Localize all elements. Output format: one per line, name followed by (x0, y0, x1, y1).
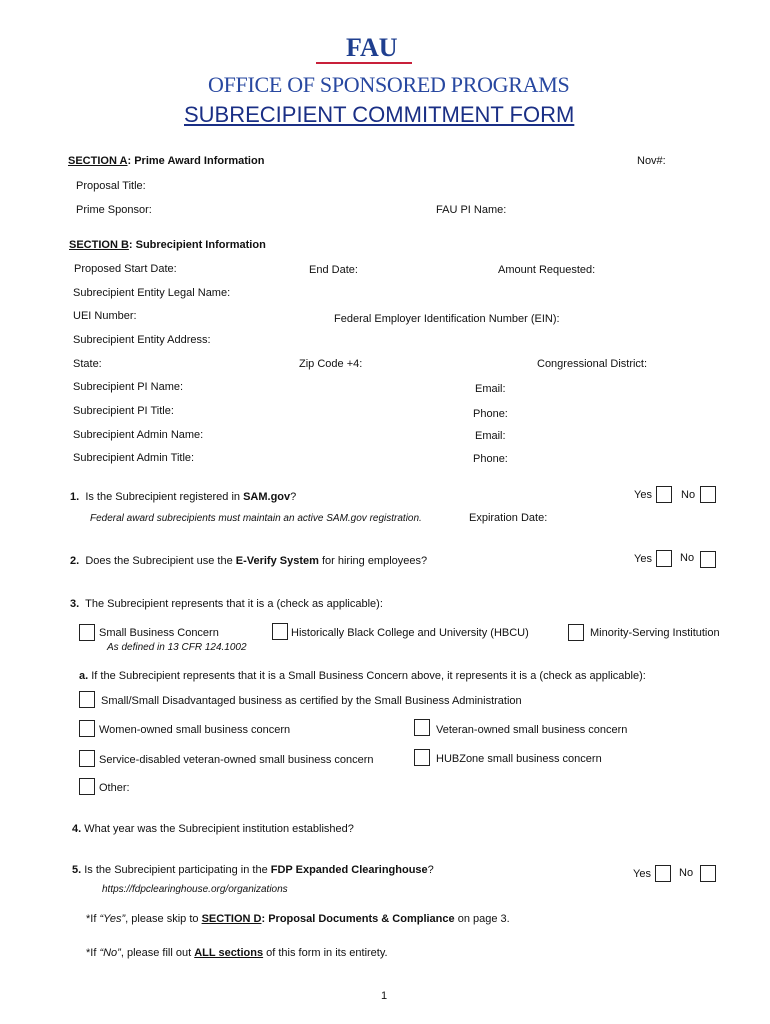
prime-sponsor-label: Prime Sponsor: (76, 204, 152, 216)
msi-checkbox[interactable] (568, 624, 584, 641)
q3-text: The Subrecipient represents that it is a (check as applicable): (85, 598, 383, 610)
q5-fdp-clearinghouse: FDP Expanded Clearinghouse (270, 864, 428, 876)
note-yes-quote: “Yes” (99, 913, 126, 925)
sdv-label: Service-disabled veteran-owned small business concern (99, 754, 374, 766)
ein-label: Federal Employer Identification Number (EIN): (334, 313, 560, 325)
admin-name-label: Subrecipient Admin Name: (73, 429, 204, 441)
note-if-no (86, 947, 388, 959)
hubzone-checkbox[interactable] (414, 749, 430, 766)
women-owned-checkbox[interactable] (79, 720, 95, 737)
q1-yes-checkbox[interactable] (656, 486, 672, 503)
q3a-question (79, 670, 646, 682)
q4-text: What year was the Subrecipient institution established? (84, 823, 354, 835)
section-b-heading (69, 239, 266, 251)
office-title: OFFICE OF SPONSORED PROGRAMS (208, 72, 570, 97)
state-label: State: (73, 358, 102, 370)
q2-text: Does the Subrecipient use the (85, 555, 236, 567)
note-if-yes (86, 913, 510, 925)
note-no-suffix: of this form in its entirety. (263, 947, 388, 959)
msi-label: Minority-Serving Institution (590, 627, 720, 639)
q1-expiration-label: Expiration Date: (469, 512, 548, 524)
sdv-checkbox[interactable] (79, 750, 95, 767)
logo-rule (316, 62, 412, 64)
q1-text: Is the Subrecipient registered in (85, 491, 244, 503)
hbcu-checkbox[interactable] (272, 623, 288, 640)
small-business-label: Small Business Concern (99, 627, 219, 639)
q5-text: Is the Subrecipient participating in the (84, 864, 271, 876)
q2-yes-checkbox[interactable] (656, 550, 672, 567)
end-date-label: End Date: (309, 264, 358, 276)
q5-no-label: No (679, 867, 694, 879)
other-label: Other: (99, 782, 130, 794)
pi-email-label: Email: (475, 383, 506, 395)
fau-pi-name-label: FAU PI Name: (436, 204, 507, 216)
small-business-checkbox[interactable] (79, 624, 95, 641)
note-no-mid: , please fill out (120, 947, 195, 959)
small-business-note: As defined in 13 CFR 124.1002 (107, 642, 247, 653)
congressional-district-label: Congressional District: (537, 358, 648, 370)
women-owned-label: Women-owned small business concern (99, 724, 291, 736)
q4-number: 4. (72, 823, 82, 835)
q2-no-checkbox[interactable] (700, 551, 716, 568)
admin-phone-label: Phone: (473, 453, 508, 465)
form-title: SUBRECIPIENT COMMITMENT FORM (184, 102, 575, 127)
pi-phone-label: Phone: (473, 408, 508, 420)
section-a-label: SECTION A (68, 155, 128, 167)
uei-label: UEI Number: (73, 310, 137, 322)
q2-text-end: for hiring employees? (318, 555, 428, 567)
q3a-letter: a. (79, 670, 89, 682)
q2-no-label: No (680, 552, 695, 564)
veteran-owned-checkbox[interactable] (414, 719, 430, 736)
amount-requested-label: Amount Requested: (498, 264, 596, 276)
note-yes-prefix: *If (86, 913, 100, 925)
q1-question (70, 491, 296, 503)
section-a-heading (68, 155, 264, 167)
note-yes-section-title: : Proposal Documents & Compliance (261, 913, 455, 925)
other-checkbox[interactable] (79, 778, 95, 795)
hubzone-label: HUBZone small business concern (436, 753, 602, 765)
sba-label: Small/Small Disadvantaged business as certified by the Small Business Administration (101, 695, 522, 707)
note-yes-suffix: on page 3. (454, 913, 510, 925)
pi-title-label: Subrecipient PI Title: (73, 405, 174, 417)
q1-number: 1. (70, 491, 80, 503)
fau-logo: FAU (346, 33, 398, 62)
q3-number: 3. (70, 598, 80, 610)
section-a-title: : Prime Award Information (127, 155, 265, 167)
admin-email-label: Email: (475, 430, 506, 442)
hbcu-label: Historically Black College and University (HBCU) (291, 627, 529, 639)
q2-e-verify: E-Verify System (235, 555, 319, 567)
q3-question (70, 598, 383, 610)
q5-number: 5. (72, 864, 82, 876)
entity-address-label: Subrecipient Entity Address: (73, 334, 211, 346)
q5-no-checkbox[interactable] (700, 865, 716, 882)
page-number: 1 (381, 990, 388, 1002)
q4-question (72, 823, 354, 835)
note-yes-mid: , please skip to (125, 913, 202, 925)
q2-yes-label: Yes (634, 553, 652, 565)
section-b-label: SECTION B (69, 239, 129, 251)
q5-yes-checkbox[interactable] (655, 865, 671, 882)
section-b-title: : Subrecipient Information (128, 239, 266, 251)
note-no-all-sections: ALL sections (194, 947, 264, 959)
q1-no-checkbox[interactable] (700, 486, 716, 503)
q5-yes-label: Yes (633, 868, 651, 880)
q2-question (70, 555, 427, 567)
q5-question (72, 864, 434, 876)
sba-checkbox[interactable] (79, 691, 95, 708)
admin-title-label: Subrecipient Admin Title: (73, 452, 195, 464)
q1-note: Federal award subrecipients must maintain an active SAM.gov registration. (90, 513, 422, 524)
note-no-prefix: *If (86, 947, 100, 959)
entity-legal-name-label: Subrecipient Entity Legal Name: (73, 287, 231, 299)
note-yes-section-d: SECTION D (201, 913, 262, 925)
zip-label: Zip Code +4: (299, 358, 363, 370)
pi-name-label: Subrecipient PI Name: (73, 381, 184, 393)
q5-url: https://fdpclearinghouse.org/organizations (102, 884, 288, 895)
proposed-start-label: Proposed Start Date: (74, 263, 177, 275)
q1-yes-label: Yes (634, 489, 652, 501)
q1-qmark: ? (290, 491, 297, 503)
q1-sam-gov: SAM.gov (243, 491, 291, 503)
nov-label: Nov#: (637, 155, 666, 167)
veteran-owned-label: Veteran-owned small business concern (436, 724, 628, 736)
q5-qmark: ? (427, 864, 434, 876)
proposal-title-label: Proposal Title: (76, 180, 146, 192)
q1-no-label: No (681, 489, 696, 501)
q2-number: 2. (70, 555, 80, 567)
q3a-text: If the Subrecipient represents that it is a Small Business Concern above, it represents it is a (check as applicable): (91, 670, 646, 682)
note-no-quote: “No” (99, 947, 121, 959)
